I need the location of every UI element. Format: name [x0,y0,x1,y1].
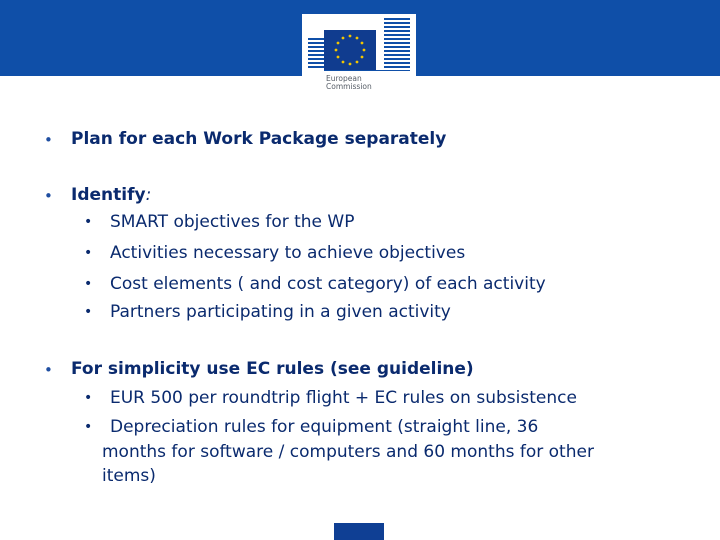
european-commission-logo [302,14,416,100]
bullet-2-label: Identify [71,185,146,205]
bullet-2-text [71,185,151,205]
bullet-1-glyph: • [44,131,53,149]
building-icon [302,14,416,74]
logo-text [326,75,372,91]
sub-bullet-glyph: • [84,304,93,320]
sub-bullet-glyph: • [84,245,93,261]
sub-item-eur-flight: EUR 500 per roundtrip flight + EC rules on subsistence [110,388,577,408]
logo-line-european: European [326,74,362,83]
bullet-3-text: For simplicity use EC rules (see guideline) [71,359,474,379]
logo-line-commission: Commission [326,82,372,91]
sub-bullet-glyph: • [84,214,93,230]
footer-bar [334,523,384,540]
sub-bullet-glyph: • [84,276,93,292]
bullet-2-colon: : [145,185,152,205]
sub-item-partners: Partners participating in a given activity [110,302,451,322]
sub-bullet-glyph: • [84,419,93,435]
bullet-3-glyph: • [44,361,53,379]
sub-item-depreciation-line1: Depreciation rules for equipment (straight line, 36 [110,417,539,437]
sub-item-smart: SMART objectives for the WP [110,212,355,232]
bullet-1-text: Plan for each Work Package separately [71,129,447,149]
bullet-2-glyph: • [44,187,53,205]
sub-item-activities: Activities necessary to achieve objectives [110,243,466,263]
sub-item-depreciation-line2: months for software / computers and 60 months for other [102,442,594,462]
sub-bullet-glyph: • [84,390,93,406]
sub-item-cost-elements: Cost elements ( and cost category) of each activity [110,274,546,294]
sub-item-depreciation-line3: items) [102,466,156,486]
